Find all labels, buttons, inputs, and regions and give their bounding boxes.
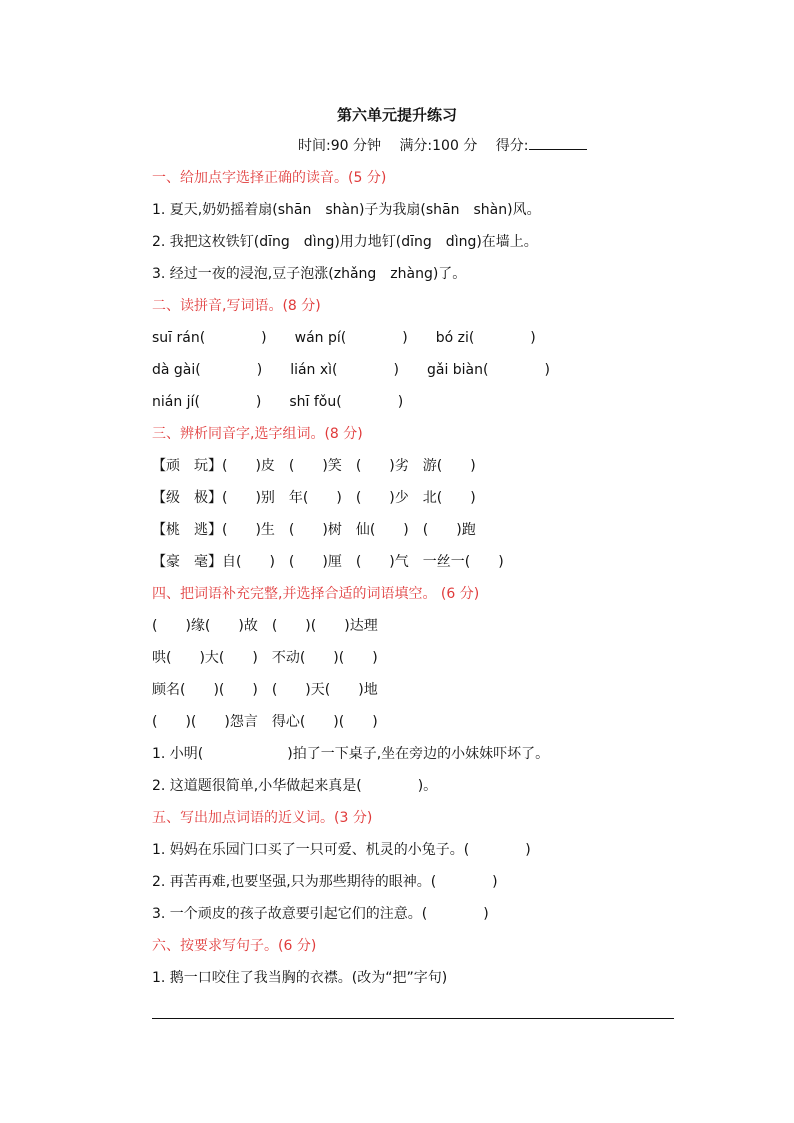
section-heading: 一、给加点字选择正确的读音。(5 分): [152, 170, 387, 186]
section-heading: 二、读拼音,写词语。(8 分): [152, 298, 321, 314]
section-heading: 三、辨析同音字,选字组词。(8 分): [152, 426, 363, 442]
section-heading: 四、把词语补充完整,并选择合适的词语填空。 (6 分): [152, 586, 480, 602]
pinyin-row: nián jí( ) shī fǒu( ): [152, 394, 404, 410]
homophone-row: 【桃 逃】( )生 ( )树 仙( ) ( )跑: [152, 522, 476, 538]
score-blank[interactable]: [529, 135, 587, 150]
pinyin-row: suī rán( ) wán pí( ) bó zi( ): [152, 330, 536, 346]
homophone-row: 【豪 毫】自( ) ( )厘 ( )气 一丝一( ): [152, 554, 504, 570]
question-item: 1. 妈妈在乐园门口买了一只可爱、机灵的小兔子。( ): [152, 842, 531, 858]
section-heading: 六、按要求写句子。(6 分): [152, 938, 317, 954]
homophone-row: 【顽 玩】( )皮 ( )笑 ( )劣 游( ): [152, 458, 476, 474]
idiom-row: ( )缘( )故 ( )( )达理: [152, 618, 378, 634]
idiom-row: 哄( )大( ) 不动( )( ): [152, 650, 378, 666]
question-item: 2. 这道题很简单,小华做起来真是( )。: [152, 778, 438, 794]
time-limit: 时间:90 分钟: [298, 138, 381, 154]
question-item: 2. 我把这枚铁钉(dīng dìng)用力地钉(dīng dìng)在墙上。: [152, 234, 538, 250]
question-item: 2. 再苦再难,也要坚强,只为那些期待的眼神。( ): [152, 874, 498, 890]
worksheet-title: 第六单元提升练习: [336, 106, 457, 124]
question-item: 3. 经过一夜的浸泡,豆子泡涨(zhǎng zhàng)了。: [152, 266, 467, 282]
idiom-row: 顾名( )( ) ( )天( )地: [152, 682, 378, 698]
question-item: 3. 一个顽皮的孩子故意要引起它们的注意。( ): [152, 906, 489, 922]
section-heading: 五、写出加点词语的近义词。(3 分): [152, 810, 373, 826]
full-score: 满分:100 分: [399, 138, 478, 154]
question-item: 1. 夏天,奶奶摇着扇(shān shàn)子为我扇(shān shàn)风。: [152, 202, 541, 218]
question-item: 1. 小明( )拍了一下桌子,坐在旁边的小妹妹吓坏了。: [152, 746, 550, 762]
idiom-row: ( )( )怨言 得心( )( ): [152, 714, 378, 730]
score-label: 得分:: [495, 138, 529, 154]
answer-line[interactable]: [152, 1018, 674, 1019]
question-item: 1. 鹅一口咬住了我当胸的衣襟。(改为“把”字句): [152, 970, 448, 986]
pinyin-row: dà gài( ) lián xì( ) gǎi biàn( ): [152, 362, 550, 378]
homophone-row: 【级 极】( )别 年( ) ( )少 北( ): [152, 490, 476, 506]
exam-meta: [298, 135, 587, 156]
